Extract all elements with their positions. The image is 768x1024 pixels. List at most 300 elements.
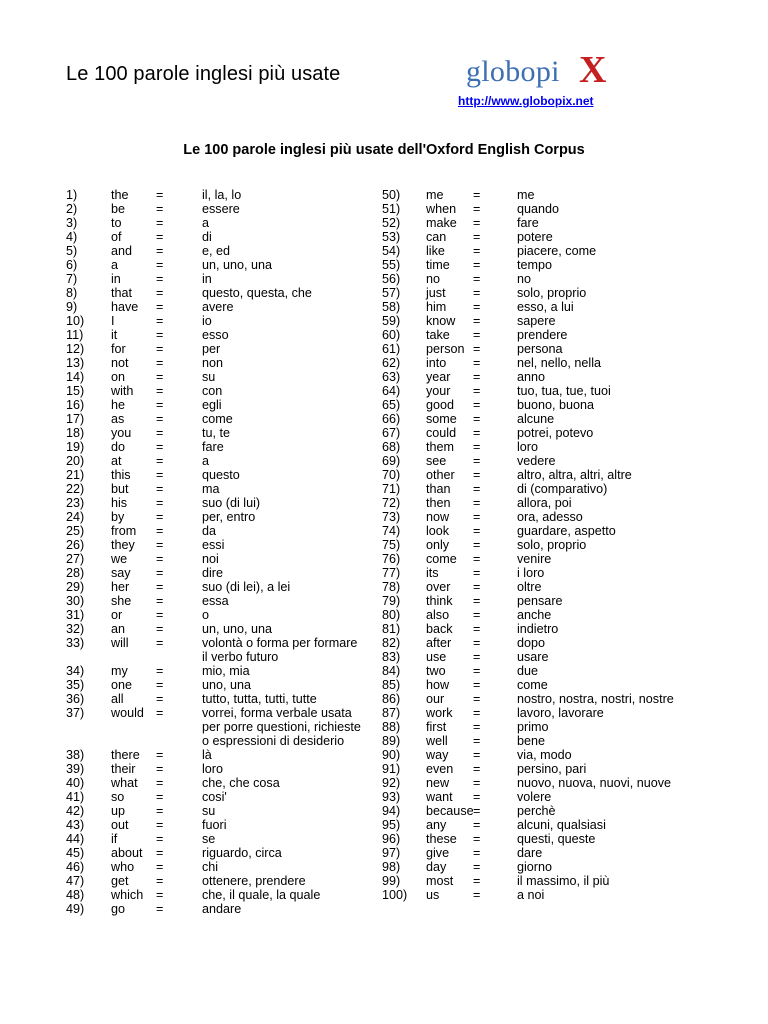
word-entry — [66, 874, 361, 888]
equals-sign: = — [156, 468, 164, 482]
entry-number: 46) — [66, 860, 85, 874]
english-word: some — [426, 412, 457, 426]
italian-translation: ora, adesso — [517, 510, 583, 524]
english-word: the — [111, 188, 129, 202]
entry-number: 74) — [382, 524, 401, 538]
english-word: would — [111, 706, 144, 720]
italian-translation: in — [202, 272, 212, 286]
word-entry — [66, 468, 361, 482]
word-entry — [382, 356, 674, 370]
italian-translation: che, il quale, la quale — [202, 888, 321, 902]
equals-sign: = — [156, 832, 164, 846]
entry-number: 37) — [66, 706, 85, 720]
entry-number: 61) — [382, 342, 401, 356]
entry-number: 82) — [382, 636, 401, 650]
entry-number: 57) — [382, 286, 401, 300]
equals-sign: = — [473, 426, 481, 440]
word-entry — [382, 342, 674, 356]
italian-translation: guardare, aspetto — [517, 524, 616, 538]
equals-sign: = — [156, 874, 164, 888]
entry-number: 100) — [382, 888, 408, 902]
italian-translation: solo, proprio — [517, 286, 587, 300]
entry-number: 98) — [382, 860, 401, 874]
italian-translation: se — [202, 832, 216, 846]
italian-translation: perchè — [517, 804, 556, 818]
english-word: day — [426, 860, 447, 874]
english-word: be — [111, 202, 126, 216]
word-entry — [382, 874, 674, 888]
word-entry — [382, 846, 674, 860]
english-word: can — [426, 230, 447, 244]
italian-translation: persona — [517, 342, 563, 356]
italian-translation: avere — [202, 300, 234, 314]
word-entry — [66, 328, 361, 342]
word-entry — [66, 244, 361, 258]
italian-translation: essa — [202, 594, 229, 608]
english-word: they — [111, 538, 135, 552]
equals-sign: = — [473, 734, 481, 748]
italian-translation: dare — [517, 846, 543, 860]
entry-number: 64) — [382, 384, 401, 398]
equals-sign: = — [473, 790, 481, 804]
italian-translation: tutto, tutta, tutti, tutte — [202, 692, 317, 706]
word-entry — [382, 244, 674, 258]
word-entry — [382, 202, 674, 216]
entry-number: 32) — [66, 622, 85, 636]
english-word: an — [111, 622, 126, 636]
entry-number: 73) — [382, 510, 401, 524]
entry-number: 38) — [66, 748, 85, 762]
italian-translation: egli — [202, 398, 222, 412]
word-entry — [66, 300, 361, 314]
word-entry — [66, 510, 361, 524]
entry-number: 79) — [382, 594, 401, 608]
equals-sign: = — [473, 188, 481, 202]
equals-sign: = — [156, 776, 164, 790]
word-entry — [382, 636, 674, 650]
equals-sign: = — [156, 846, 164, 860]
italian-translation: questo, questa, che — [202, 286, 312, 300]
entry-number: 66) — [382, 412, 401, 426]
equals-sign: = — [473, 622, 481, 636]
entry-number: 94) — [382, 804, 401, 818]
equals-sign: = — [156, 258, 164, 272]
entry-number: 50) — [382, 188, 401, 202]
equals-sign: = — [156, 244, 164, 258]
entry-number: 28) — [66, 566, 85, 580]
italian-translation: per, entro — [202, 510, 256, 524]
english-word: its — [426, 566, 439, 580]
english-word: then — [426, 496, 451, 510]
word-entry — [66, 594, 361, 608]
equals-sign: = — [156, 566, 164, 580]
equals-sign: = — [473, 762, 481, 776]
word-entry — [382, 258, 674, 272]
entry-number: 63) — [382, 370, 401, 384]
entry-number: 80) — [382, 608, 401, 622]
equals-sign: = — [473, 468, 481, 482]
italian-translation: vedere — [517, 454, 556, 468]
italian-translation: nel, nello, nella — [517, 356, 602, 370]
italian-translation: tuo, tua, tue, tuoi — [517, 384, 611, 398]
italian-translation: con — [202, 384, 223, 398]
word-entry — [66, 258, 361, 272]
entry-number: 39) — [66, 762, 85, 776]
equals-sign: = — [473, 258, 481, 272]
english-word: these — [426, 832, 457, 846]
italian-translation: dopo — [517, 636, 546, 650]
italian-translation: essi — [202, 538, 225, 552]
equals-sign: = — [473, 804, 481, 818]
italian-translation: potere — [517, 230, 553, 244]
word-entry — [66, 440, 361, 454]
equals-sign: = — [473, 230, 481, 244]
english-word: see — [426, 454, 447, 468]
english-word: want — [426, 790, 453, 804]
entry-number: 69) — [382, 454, 401, 468]
italian-translation: vorrei, forma verbale usata per porre questioni, richieste o espressioni di desiderio — [202, 706, 361, 748]
word-entry — [382, 426, 674, 440]
italian-translation: noi — [202, 552, 219, 566]
entry-number: 44) — [66, 832, 85, 846]
globopix-logo — [466, 48, 626, 91]
equals-sign: = — [156, 608, 164, 622]
entry-number: 56) — [382, 272, 401, 286]
equals-sign: = — [473, 398, 481, 412]
english-word: most — [426, 874, 454, 888]
equals-sign: = — [473, 454, 481, 468]
equals-sign: = — [156, 398, 164, 412]
word-entry — [382, 566, 674, 580]
entry-number: 1) — [66, 188, 78, 202]
entry-number: 36) — [66, 692, 85, 706]
word-entry — [66, 748, 361, 762]
italian-translation: suo (di lui) — [202, 496, 261, 510]
italian-translation: fare — [517, 216, 539, 230]
italian-translation: pensare — [517, 594, 563, 608]
equals-sign: = — [156, 748, 164, 762]
page-title: Le 100 parole inglesi più usate — [66, 63, 341, 85]
word-entry — [382, 510, 674, 524]
italian-translation: anche — [517, 608, 552, 622]
equals-sign: = — [473, 286, 481, 300]
entry-number: 92) — [382, 776, 401, 790]
italian-translation: buono, buona — [517, 398, 595, 412]
word-entry — [66, 272, 361, 286]
equals-sign: = — [156, 202, 164, 216]
word-entry — [66, 454, 361, 468]
entry-number: 19) — [66, 440, 85, 454]
entry-number: 67) — [382, 426, 401, 440]
equals-sign: = — [473, 594, 481, 608]
document-heading: Le 100 parole inglesi più usate dell'Oxford English Corpus — [183, 142, 585, 158]
entry-number: 25) — [66, 524, 85, 538]
italian-translation: via, modo — [517, 748, 572, 762]
equals-sign: = — [473, 636, 481, 650]
equals-sign: = — [156, 216, 164, 230]
english-word: he — [111, 398, 126, 412]
equals-sign: = — [473, 706, 481, 720]
equals-sign: = — [473, 580, 481, 594]
english-word: over — [426, 580, 451, 594]
entry-number: 24) — [66, 510, 85, 524]
italian-translation: anno — [517, 370, 546, 384]
italian-translation: due — [517, 664, 539, 678]
italian-translation: oltre — [517, 580, 542, 594]
entry-number: 27) — [66, 552, 85, 566]
english-word: any — [426, 818, 447, 832]
word-entry — [382, 468, 674, 482]
italian-translation: fuori — [202, 818, 227, 832]
english-word: person — [426, 342, 465, 356]
italian-translation: alcuni, qualsiasi — [517, 818, 606, 832]
word-entry — [66, 384, 361, 398]
entry-number: 72) — [382, 496, 401, 510]
italian-translation: bene — [517, 734, 546, 748]
entry-number: 75) — [382, 538, 401, 552]
entry-number: 81) — [382, 622, 401, 636]
equals-sign: = — [473, 608, 481, 622]
english-word: in — [111, 272, 121, 286]
english-word: come — [426, 552, 457, 566]
italian-translation: i loro — [517, 566, 545, 580]
word-entry — [66, 790, 361, 804]
equals-sign: = — [156, 482, 164, 496]
italian-translation: essere — [202, 202, 240, 216]
equals-sign: = — [473, 552, 481, 566]
equals-sign: = — [156, 664, 164, 678]
word-entry — [382, 412, 674, 426]
equals-sign: = — [156, 412, 164, 426]
word-entry — [66, 412, 361, 426]
italian-translation: come — [202, 412, 233, 426]
english-word: new — [426, 776, 450, 790]
english-word: or — [111, 608, 123, 622]
italian-translation: che, che cosa — [202, 776, 280, 790]
word-entry — [382, 622, 674, 636]
word-entry — [66, 370, 361, 384]
english-word: think — [426, 594, 453, 608]
italian-translation: volere — [517, 790, 552, 804]
english-word: good — [426, 398, 455, 412]
entry-number: 33) — [66, 636, 85, 650]
italian-translation: a — [202, 216, 210, 230]
equals-sign: = — [156, 888, 164, 902]
italian-translation: io — [202, 314, 212, 328]
italian-translation: per — [202, 342, 221, 356]
english-word: two — [426, 664, 446, 678]
english-word: that — [111, 286, 133, 300]
equals-sign: = — [473, 342, 481, 356]
equals-sign: = — [473, 846, 481, 860]
entry-number: 41) — [66, 790, 85, 804]
italian-translation: suo (di lei), a lei — [202, 580, 291, 594]
italian-translation: un, uno, una — [202, 622, 273, 636]
word-entry — [382, 384, 674, 398]
entry-number: 87) — [382, 706, 401, 720]
entry-number: 18) — [66, 426, 85, 440]
word-entry — [382, 818, 674, 832]
entry-number: 84) — [382, 664, 401, 678]
equals-sign: = — [473, 412, 481, 426]
word-entry — [382, 230, 674, 244]
word-entry — [382, 272, 674, 286]
english-word: your — [426, 384, 451, 398]
word-entry — [66, 832, 361, 846]
word-entry — [382, 314, 674, 328]
english-word: out — [111, 818, 129, 832]
equals-sign: = — [156, 818, 164, 832]
equals-sign: = — [156, 580, 164, 594]
english-word: up — [111, 804, 126, 818]
italian-translation: piacere, come — [517, 244, 597, 258]
english-word: but — [111, 482, 129, 496]
entry-number: 52) — [382, 216, 401, 230]
english-word: for — [111, 342, 126, 356]
word-entry — [382, 552, 674, 566]
equals-sign: = — [156, 342, 164, 356]
english-word: no — [426, 272, 441, 286]
italian-translation: un, uno, una — [202, 258, 273, 272]
english-word: get — [111, 874, 129, 888]
entry-number: 15) — [66, 384, 85, 398]
equals-sign: = — [156, 454, 164, 468]
entry-number: 58) — [382, 300, 401, 314]
word-entry — [382, 678, 674, 692]
english-word: know — [426, 314, 456, 328]
entry-number: 29) — [66, 580, 85, 594]
word-entry — [382, 790, 674, 804]
entry-number: 71) — [382, 482, 401, 496]
entry-number: 51) — [382, 202, 401, 216]
english-word: could — [426, 426, 457, 440]
italian-translation: non — [202, 356, 224, 370]
entry-number: 86) — [382, 692, 401, 706]
english-word: just — [426, 286, 446, 300]
english-word: and — [111, 244, 133, 258]
english-word: by — [111, 510, 125, 524]
equals-sign: = — [156, 328, 164, 342]
italian-translation: volontà o forma per formare il verbo futuro — [202, 636, 358, 664]
equals-sign: = — [473, 272, 481, 286]
equals-sign: = — [156, 370, 164, 384]
entry-number: 30) — [66, 594, 85, 608]
word-entry — [66, 622, 361, 636]
english-word: all — [111, 692, 124, 706]
equals-sign: = — [473, 440, 481, 454]
english-word: year — [426, 370, 451, 384]
entry-number: 3) — [66, 216, 78, 230]
english-word: so — [111, 790, 125, 804]
entry-number: 4) — [66, 230, 78, 244]
word-entry — [382, 762, 674, 776]
italian-translation: giorno — [517, 860, 553, 874]
equals-sign: = — [156, 692, 164, 706]
word-list-left-column — [66, 188, 361, 916]
word-entry — [382, 706, 674, 720]
italian-translation: su — [202, 804, 216, 818]
italian-translation: me — [517, 188, 535, 202]
word-entry — [66, 678, 361, 692]
italian-translation: fare — [202, 440, 224, 454]
entry-number: 11) — [66, 328, 84, 342]
word-entry — [66, 636, 361, 664]
entry-number: 45) — [66, 846, 85, 860]
equals-sign: = — [156, 496, 164, 510]
english-word: give — [426, 846, 450, 860]
word-entry — [66, 860, 361, 874]
word-entry — [382, 216, 674, 230]
english-word: me — [426, 188, 444, 202]
english-word: after — [426, 636, 452, 650]
italian-translation: quando — [517, 202, 560, 216]
italian-translation: indietro — [517, 622, 559, 636]
website-link[interactable]: http://www.globopix.net — [458, 94, 594, 108]
word-entry — [66, 524, 361, 538]
equals-sign: = — [473, 860, 481, 874]
italian-translation: cosi' — [202, 790, 227, 804]
equals-sign: = — [156, 286, 164, 300]
entry-number: 77) — [382, 566, 401, 580]
entry-number: 83) — [382, 650, 401, 664]
english-word: way — [426, 748, 449, 762]
word-entry — [382, 328, 674, 342]
equals-sign: = — [473, 202, 481, 216]
italian-translation: tempo — [517, 258, 553, 272]
word-entry — [66, 902, 361, 916]
entry-number: 9) — [66, 300, 78, 314]
word-entry — [66, 566, 361, 580]
entry-number: 55) — [382, 258, 401, 272]
word-entry — [66, 804, 361, 818]
entry-number: 93) — [382, 790, 401, 804]
italian-translation: alcune — [517, 412, 555, 426]
entry-number: 76) — [382, 552, 401, 566]
word-entry — [382, 538, 674, 552]
equals-sign: = — [156, 538, 164, 552]
english-word: make — [426, 216, 457, 230]
english-word: you — [111, 426, 132, 440]
word-entry — [382, 608, 674, 622]
equals-sign: = — [473, 678, 481, 692]
entry-number: 5) — [66, 244, 78, 258]
entry-number: 90) — [382, 748, 401, 762]
word-entry — [66, 580, 361, 594]
equals-sign: = — [156, 622, 164, 636]
italian-translation: andare — [202, 902, 242, 916]
entry-number: 99) — [382, 874, 401, 888]
italian-translation: e, ed — [202, 244, 231, 258]
equals-sign: = — [473, 328, 481, 342]
word-entry — [66, 188, 361, 202]
entry-number: 78) — [382, 580, 401, 594]
english-word: other — [426, 468, 455, 482]
italian-translation: esso, a lui — [517, 300, 574, 314]
equals-sign: = — [156, 314, 164, 328]
equals-sign: = — [473, 356, 481, 370]
italian-translation: chi — [202, 860, 219, 874]
equals-sign: = — [473, 888, 481, 902]
english-word: which — [111, 888, 144, 902]
english-word: his — [111, 496, 128, 510]
word-entry — [382, 860, 674, 874]
word-entry — [382, 300, 674, 314]
english-word: our — [426, 692, 445, 706]
entry-number: 97) — [382, 846, 401, 860]
italian-translation: no — [517, 272, 532, 286]
italian-translation: a noi — [517, 888, 545, 902]
entry-number: 22) — [66, 482, 85, 496]
